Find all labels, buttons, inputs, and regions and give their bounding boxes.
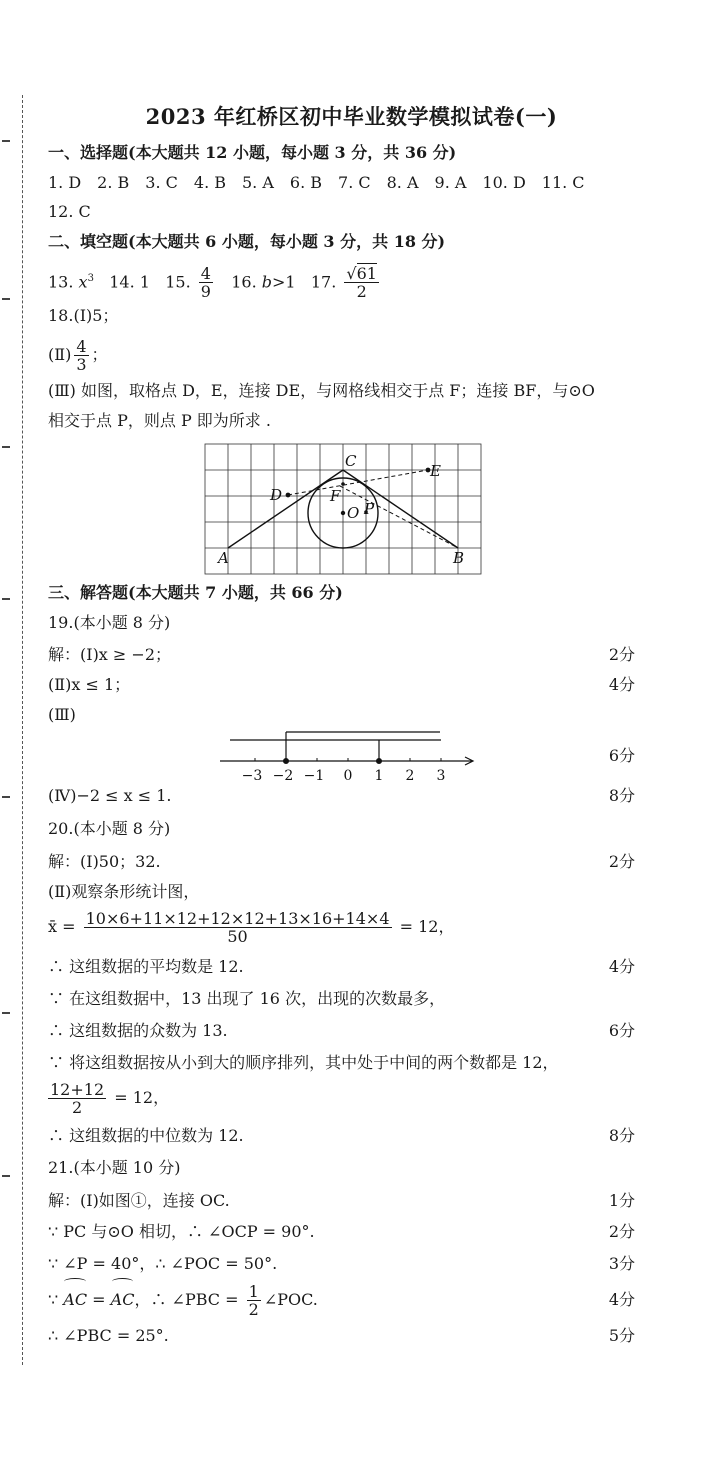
q20-mean-formula: x̄ = $\frac{10\times 6+11\times 12+12\times 12+13\times 16+14\times 4}{50}$ = 12， — [48, 909, 455, 946]
q20-median-formula: $\frac{12+12}{2}$ = 12， — [50, 1080, 170, 1117]
q20-mode-reason: ∵ 在这组数据中，13 出现了 16 次，出现的次数最多， — [48, 989, 446, 1008]
q21-tangent-score: 2分 — [608, 1222, 635, 1241]
q19-part4-score: 8分 — [608, 786, 635, 805]
q13-exp: 3 — [87, 273, 94, 284]
tick-label: 2 — [405, 768, 415, 784]
q20-title: 20.(本小题 8 分) — [48, 819, 171, 838]
dashed-line-DE — [288, 470, 428, 495]
label-A: A — [218, 549, 229, 567]
point-D — [286, 493, 291, 498]
arc-AC: AC — [111, 1282, 135, 1318]
tick-label: −2 — [272, 768, 294, 784]
q20-part1-score: 2分 — [608, 852, 635, 871]
point-O — [341, 511, 345, 515]
q21-arc-score: 4分 — [608, 1290, 635, 1309]
q20-mode-conclusion: ∴ 这组数据的众数为 13. — [48, 1021, 228, 1040]
page-title: 2023 年红桥区初中毕业数学模拟试卷(一) — [145, 104, 558, 129]
arc-AC: AC — [63, 1282, 87, 1318]
endpoint-1 — [376, 758, 382, 764]
q18-part3-line1: (Ⅲ) 如图，取格点 D，E，连接 DE，与网格线相交于点 F；连接 BF，与⊙O — [48, 381, 595, 400]
q20-median-conclusion: ∴ 这组数据的中位数为 12. — [48, 1126, 244, 1145]
q16-rest: >1 — [272, 272, 296, 292]
tick-label: 3 — [436, 768, 446, 784]
choice-answers-line2: 12. C — [48, 202, 91, 221]
margin-tick — [2, 1012, 10, 1014]
label-O: O — [347, 504, 360, 522]
point-F-mark — [341, 482, 345, 486]
section2-heading: 二、填空题(本大题共 6 小题，每小题 3 分，共 18 分) — [48, 232, 446, 251]
q15-num: 15. — [165, 272, 191, 292]
grid-figure — [204, 443, 484, 577]
q21-part1-score: 1分 — [608, 1191, 635, 1210]
q20-part1: 解：(Ⅰ)50；32. — [48, 852, 161, 871]
margin-tick — [2, 1175, 10, 1177]
q21-tangent-step: ∵ PC 与⊙O 相切，∴ ∠OCP = 90°. — [48, 1222, 315, 1241]
q21-title: 21.(本小题 10 分) — [48, 1158, 181, 1177]
label-D: D — [270, 486, 283, 504]
q18-part2: (Ⅱ) $\frac{4}{3}$ ； — [48, 337, 108, 374]
q17-fraction: $\frac{√61}{2}$ — [346, 264, 377, 302]
q13-num: 13. — [48, 272, 74, 292]
margin-tick — [2, 140, 10, 142]
q20-mean-score: 4分 — [608, 957, 635, 976]
q21-result-score: 5分 — [608, 1326, 635, 1345]
choice-answers-line1: 1. D 2. B 3. C 4. B 5. A 6. B 7. C 8. A 9. A 10. D 11. C — [48, 173, 585, 192]
q17-num: 17. — [310, 272, 337, 292]
q20-part2: (Ⅱ)观察条形统计图， — [48, 882, 200, 901]
q19-part2-score: 4分 — [608, 675, 635, 694]
fill-answers-line — [48, 262, 382, 300]
q16-num: 16. — [231, 272, 257, 292]
q20-mean-conclusion: ∴ 这组数据的平均数是 12. — [48, 957, 244, 976]
q14-answer: 14. 1 — [109, 272, 150, 292]
q16-var: b — [261, 272, 272, 292]
q15-fraction: $\frac{4}{9}$ — [200, 264, 211, 302]
q19-part1-score: 2分 — [608, 645, 635, 664]
q21-part1: 解：(Ⅰ)如图①，连接 OC. — [48, 1191, 230, 1210]
tick-label: 0 — [343, 768, 353, 784]
margin-tick — [2, 598, 10, 600]
q21-angle-step: ∵ ∠P = 40°，∴ ∠POC = 50°. — [48, 1254, 278, 1273]
q19-title: 19.(本小题 8 分) — [48, 613, 171, 632]
label-B: B — [453, 549, 465, 567]
label-F: F — [330, 487, 341, 505]
margin-tick — [2, 298, 10, 300]
q21-arc-step: ∵ AC = AC，∴ ∠PBC = $\frac{1}{2}$ ∠POC. — [48, 1282, 318, 1319]
margin-tick — [2, 446, 10, 448]
q21-angle-score: 3分 — [608, 1254, 635, 1273]
q19-part3-score: 6分 — [608, 746, 635, 765]
label-P: P — [364, 500, 375, 518]
q19-part1: 解：(Ⅰ)x ≥ −2； — [48, 645, 171, 664]
q19-part3: (Ⅲ) — [48, 705, 76, 724]
q19-part4: (Ⅳ)−2 ≤ x ≤ 1. — [48, 786, 172, 805]
section3-heading: 三、解答题(本大题共 7 小题，共 66 分) — [48, 583, 343, 602]
q20-median-score: 8分 — [608, 1126, 635, 1145]
tick-label: −3 — [241, 768, 263, 784]
tick-label: −1 — [303, 768, 325, 784]
tick-label: 1 — [374, 768, 384, 784]
number-line-figure — [216, 728, 482, 784]
q18-2-fraction: $\frac{4}{3}$ — [76, 337, 87, 374]
q18-part3-line2: 相交于点 P，则点 P 即为所求 . — [48, 411, 271, 430]
label-E: E — [430, 462, 441, 480]
section1-heading: 一、选择题(本大题共 12 小题，每小题 3 分，共 36 分) — [48, 143, 457, 162]
q20-median-reason: ∵ 将这组数据按从小到大的顺序排列，其中处于中间的两个数都是 12， — [48, 1053, 559, 1072]
endpoint-neg2 — [283, 758, 289, 764]
q20-mode-score: 6分 — [608, 1021, 635, 1040]
binding-margin-line — [22, 95, 23, 1365]
margin-tick — [2, 796, 10, 798]
segment-AC — [228, 470, 343, 548]
median-fraction: $\frac{12+12}{2}$ — [50, 1080, 105, 1117]
q21-result: ∴ ∠PBC = 25°. — [48, 1326, 169, 1345]
mean-fraction: $\frac{10\times 6+11\times 12+12\times 12+13\times 16+14\times 4}{50}$ — [85, 909, 390, 946]
q19-part2: (Ⅱ)x ≤ 1； — [48, 675, 131, 694]
half-fraction: $\frac{1}{2}$ — [248, 1282, 259, 1319]
q18-part1: 18.(Ⅰ)5； — [48, 306, 119, 325]
q13-base: x — [78, 272, 88, 292]
label-C: C — [345, 452, 357, 470]
